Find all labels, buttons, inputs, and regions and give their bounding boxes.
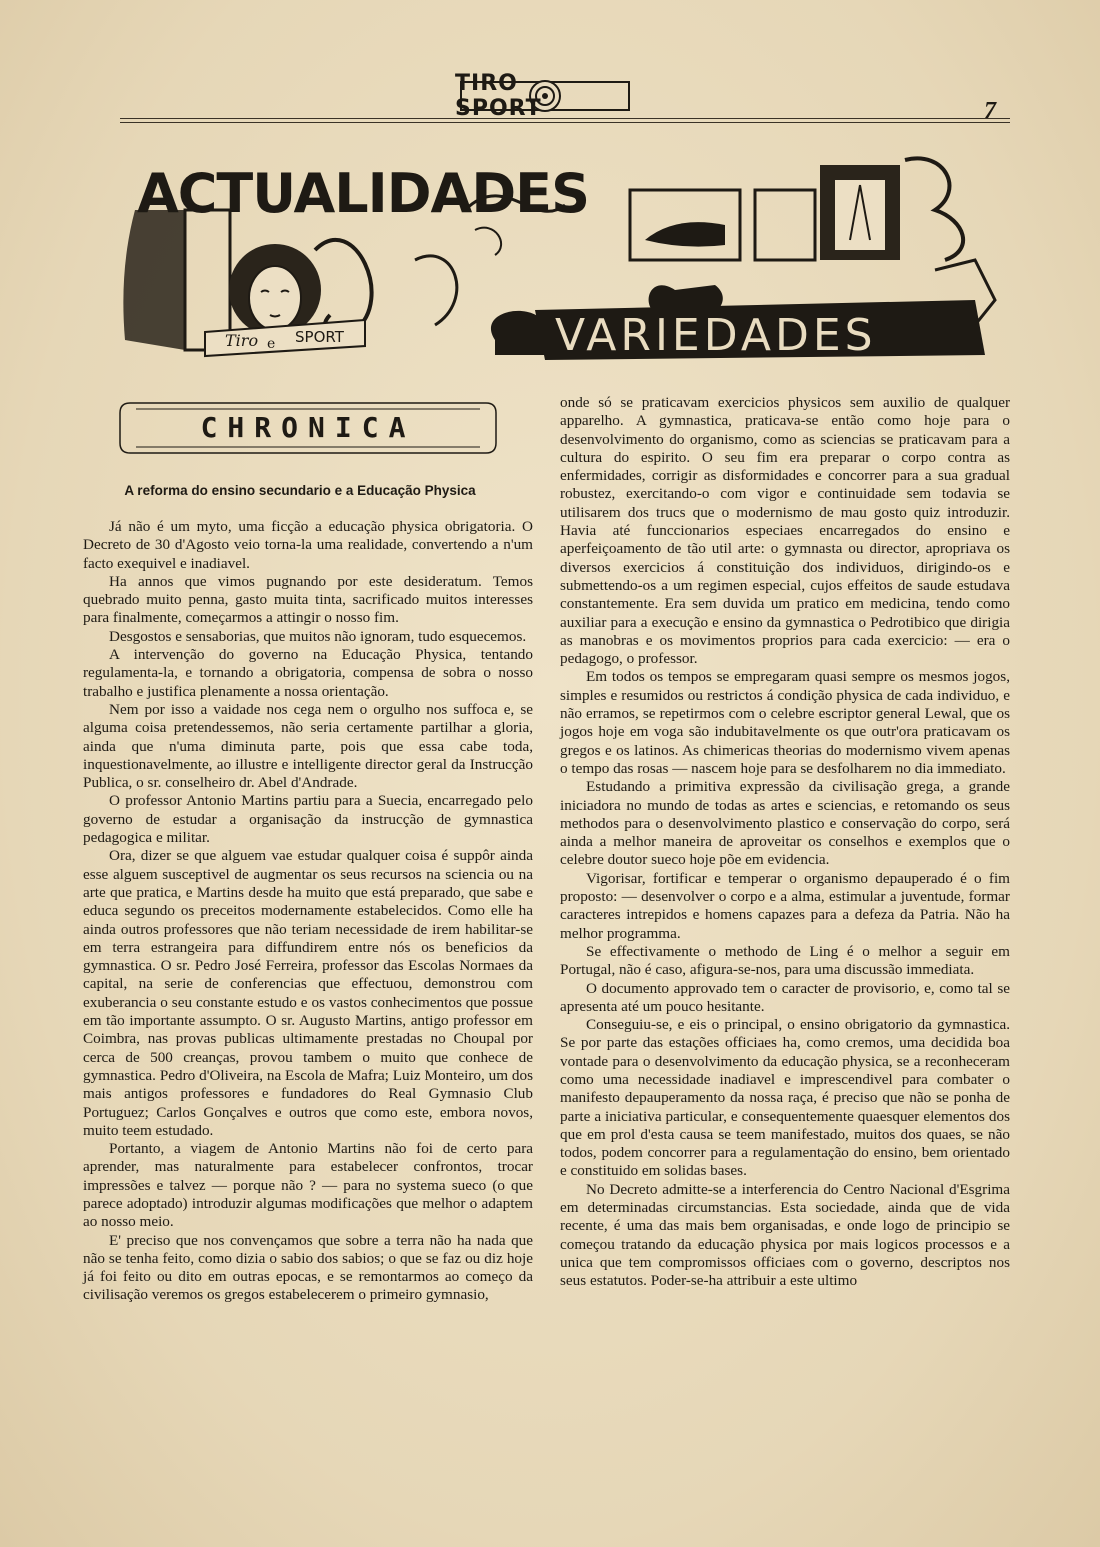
paragraph: O professor Antonio Martins partiu para a Suecia, encarregado pelo governo de estudar a organisação da instrucção de gymnastica pedagogica e militar. bbox=[83, 792, 533, 847]
paragraph: Ora, dizer se que alguem vae estudar qualquer coisa é suppôr ainda esse alguem susceptivel de augmentar os seus recursos na sciencia ou na arte que pratica, e Martins desde ha muito que está preparado, que sabe e educa segundo os preceitos modernamente estabelecidos. Como elle ha ainda outros professores que não teriam necessidade de irem habilitar-se em terra estrangeira para diffundirem entre nós os beneficios da gymnastica. O sr. Pedro José Ferreira, professor das Escolas Normaes da capital, na serie de conferencias que effectuou, demonstrou com exuberancia o seu constante estudo e os vastos conhecimentos que possue em tão importante assumpto. O sr. Augusto Martins, antigo professor em Coimbra, nas provas publicas ultimamente prestadas no Choupal por cerca de 500 creanças, provou tambem o muito que conhece de gymnastica. Pedro d'Oliveira, na Escola de Mafra; Luiz Monteiro, um dos mais antigos professores e fundadores do Real Gymnasio Club Portuguez; Carlos Gonçalves e outros que como este, embora novos, muito teem estudado. bbox=[83, 847, 533, 1139]
paragraph: Nem por isso a vaidade nos cega nem o orgulho nos suffoca e, se alguma coisa pretendessemos, não seria certamente partilhar a gloria, ainda que n'uma diminuta parte, pois que essa cabe toda, inquestionavelmente, ao illustre e intelligente director geral da Instrucção Publica, o sr. conselheiro dr. Abel d'Andrade. bbox=[83, 700, 533, 792]
paragraph: onde só se praticavam exercicios physicos sem auxilio de qualquer apparelho. A gymnastica, praticava-se então como hoje para o desenvolvimento do organismo, como as sciencias se praticavam para a cultura do espirito. O seu fim era preparar o corpo contra as enfermidades, corrigir as disformidades e concorrer para a sua gradual robustez, exercitando-o com vigor e continuidade sem todavia se utilisarem dos trucs que o modernismo de mau gosto quiz introduzir. Havia até funccionarios especiaes encarregados do ensino e aperfeiçoamento de tão util arte: o gymnasta ou director, apropriava os diversos exercicios á constituição dos individuos, dirigindo-os e submettendo-os a um regimen especial, cujos effeitos de saude estudava constantemente. Era sem duvida um pratico em medicina, tendo como auxiliar para a execução e ensino da gymnastica o Pedrotibico que dirigia as manobras e os movimentos proprios para cada exercicio: — era o pedagogo, o professor. bbox=[560, 394, 1010, 668]
ribbon-and: e bbox=[267, 336, 276, 352]
paragraph: Estudando a primitiva expressão da civilisação grega, a grande iniciadora no mundo de todas as artes e sciencias, e retomando os seus methodos para o desenvolvimento plastico e conservação do corpo, será ainda a melhor maneira de aproveitar os conselhos e exemplos que o celebre doutor sueco hoje põe em evidencia. bbox=[560, 778, 1010, 869]
paragraph: Em todos os tempos se empregaram quasi sempre os mesmos jogos, simples e resumidos ou restrictos á condição physica de cada individuo, e não erramos, se repetirmos com o celebre escriptor general Lewal, que os jogos hoje em voga são indubitavelmente os que outr'ora praticavam os gregos e os latinos. As chimericas theorias do modernismo vivem apenas o tempo das rosas — nascem hoje para se desfolharem no dia immediato. bbox=[560, 668, 1010, 777]
paragraph: Conseguiu-se, e eis o principal, o ensino obrigatorio da gymnastica. Se por parte das estações officiaes ha, como cremos, uma decidida boa vontade para o desenvolvimento da educação physica, se a reconheceram como uma necessidade inadiavel e imprescendivel para combater o manifesto depauperamento da nossa raça, é preciso que não se ponha de parte a iniciativa particular, e consequentemente quaesquer elementos dos que em prol d'esta causa se teem manifestado, muitos dos quaes, se não todos, podem concorrer para a regulamentação do ensino, bem orientado e constituido em solidas bases. bbox=[560, 1016, 1010, 1180]
paragraph: Desgostos e sensaborias, que muitos não ignoram, tudo esquecemos. bbox=[109, 627, 527, 645]
art-nouveau-banner-illustration bbox=[115, 150, 1015, 370]
banner-title-actualidades: ACTUALIDADES bbox=[137, 162, 589, 225]
paragraph: Já não é um myto, uma ficção a educação physica obrigatoria. O Decreto de 30 d'Agosto veio torna-la uma realidade, convertendo a n'um facto exequivel e inadiavel. bbox=[83, 518, 533, 572]
paragraph: O documento approvado tem o caracter de provisorio, e, como tal se apresenta até um pouco hesitante. bbox=[560, 979, 1010, 1015]
paragraph: Se effectivamente o methodo de Ling é o melhor a seguir em Portugal, não é caso, afigura-se-nos, para uma discussão immediata. bbox=[560, 942, 1010, 979]
paragraph: Ha annos que vimos pugnando por este desideratum. Temos quebrado muito penna, gasto muita tinta, sacrificado muitos interesses para finalmente, começarmos a attingir o nosso fim. bbox=[83, 572, 533, 627]
page-number: 7 bbox=[984, 98, 996, 124]
header-rule-double bbox=[120, 122, 1010, 123]
masthead-logo bbox=[455, 71, 635, 121]
banner-title-variedades: VARIEDADES bbox=[555, 310, 877, 361]
ribbon-sport: SPORT bbox=[295, 328, 344, 346]
paragraph: Portanto, a viagem de Antonio Martins não foi de certo para aprender, mas naturalmente para estabelecer confrontos, trocar impressões e talvez — porque não ? — para no systema sueco (o que parece adoptado) introduzir algumas modificações que melhor o adaptem ao nosso meio. bbox=[83, 1140, 533, 1231]
paragraph: E' preciso que nos convençamos que sobre a terra não ha nada que não se tenha feito, como dizia o sabio dos sabios; o que se faz ou diz hoje já foi feito ou dito em outras epocas, e se remontarmos ao começo da civilisação veremos os gregos estabelecerem o primeiro gymnasio, bbox=[83, 1231, 533, 1304]
article-subtitle: A reforma do ensino secundario e a Educação Physica bbox=[124, 483, 476, 498]
ornamental-banner bbox=[115, 150, 1015, 370]
paragraph: Vigorisar, fortificar e temperar o organismo depauperado é o fim proposto: — desenvolver o corpo e a alma, estimular a juventude, formar caracteres intrepidos e homens capazes para a defeza da Patria. Não ha melhor programma. bbox=[560, 869, 1010, 942]
paragraph: A intervenção do governo na Educação Physica, tentando regulamenta-la, e tornando a obrigatoria, compensa de sobra o nosso trabalho e justifica plenamente a nossa orientação. bbox=[83, 646, 533, 700]
section-heading: CHRONICA bbox=[200, 411, 416, 444]
paragraph: No Decreto admitte-se a interferencia do Centro Nacional d'Esgrima em determinadas circumstancias. Esta sociedade, ainda que de vida recente, é uma das mais bem organisadas, e onde logo de principio se começou tratando da educação physica por mais logicos processos e a unica que tem compromissos officiaes com o governo, descriptos nos seus estatutos. Poder-se-ha attribuir a este ultimo bbox=[560, 1180, 1010, 1290]
masthead-logo-text: TIRO SPORT bbox=[455, 71, 542, 121]
section-heading-box bbox=[118, 397, 498, 459]
right-column bbox=[560, 394, 1010, 1291]
left-column bbox=[83, 518, 533, 1305]
ribbon-tiro: Tiro bbox=[225, 331, 259, 350]
